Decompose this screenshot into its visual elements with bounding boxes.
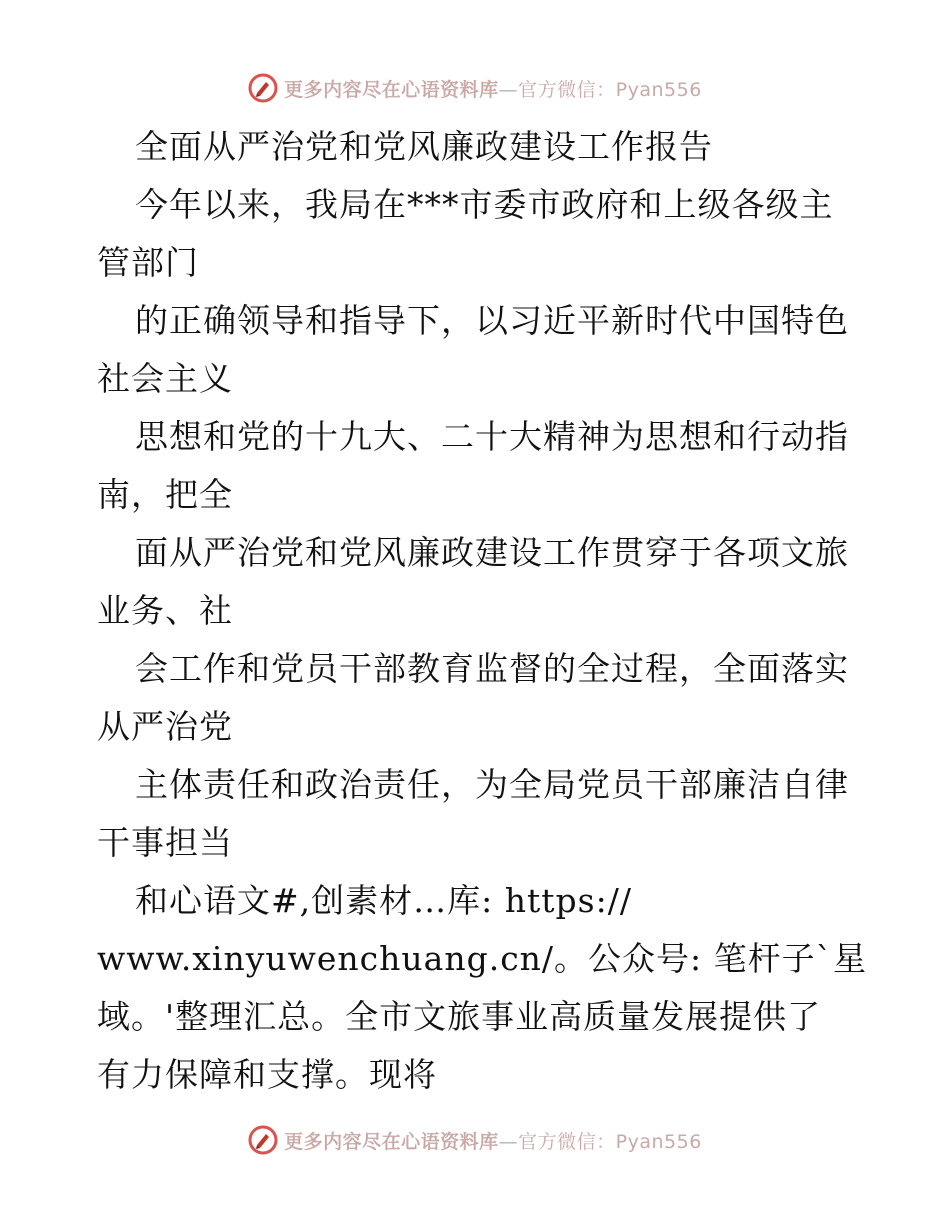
doc-line: 域。'整理汇总。全市文旅事业高质量发展提供了: [97, 997, 822, 1036]
doc-line: 管部门: [97, 243, 199, 282]
doc-title: 全面从严治党和党风廉政建设工作报告: [135, 127, 713, 166]
watermark-text: 更多内容尽在心语资料库—官方微信：Pyan556: [284, 1130, 702, 1153]
doc-line: 社会主义: [97, 359, 233, 398]
doc-line: 有力保障和支撑。现将: [97, 1055, 437, 1094]
doc-line: 主体责任和政治责任，为全局党员干部廉洁自律: [135, 765, 849, 804]
doc-line: 面从严治党和党风廉政建设工作贯穿于各项文旅: [135, 533, 849, 572]
pen-logo-icon: [248, 1125, 278, 1155]
document-body: [97, 118, 867, 1104]
footer-watermark-banner: [0, 1120, 950, 1160]
doc-line: 业务、社: [97, 591, 233, 630]
doc-line: 今年以来，我局在***市委市政府和上级各级主: [135, 185, 834, 224]
doc-line: www.xinyuwenchuang.cn/。公众号: 笔杆子`星: [97, 939, 868, 978]
doc-line: 思想和党的十九大、二十大精神为思想和行动指: [135, 417, 849, 456]
doc-line: 干事担当: [97, 823, 233, 862]
doc-line: 南，把全: [97, 475, 233, 514]
watermark-text: 更多内容尽在心语资料库—官方微信：Pyan556: [284, 78, 702, 101]
doc-line: 会工作和党员干部教育监督的全过程，全面落实: [135, 649, 849, 688]
doc-line: 的正确领导和指导下，以习近平新时代中国特色: [135, 301, 849, 340]
pen-logo-icon: [248, 73, 278, 103]
header-watermark-banner: [0, 68, 950, 108]
doc-line: 和心语文#,创素材…库: https://: [135, 881, 632, 920]
doc-line: 从严治党: [97, 707, 233, 746]
